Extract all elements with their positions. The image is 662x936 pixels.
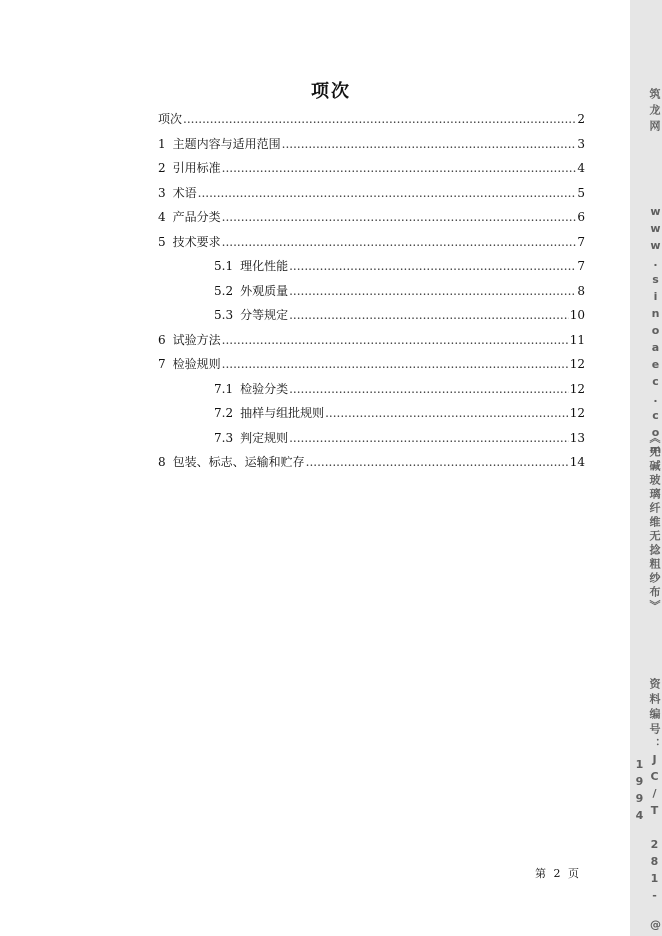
- toc-label: 试验方法: [172, 332, 221, 347]
- toc-page: 8: [577, 283, 585, 298]
- toc-row[interactable]: [158, 111, 585, 136]
- toc-leader: [306, 454, 569, 470]
- toc-leader: [198, 185, 577, 201]
- toc-row[interactable]: [158, 209, 585, 234]
- toc-label: 技术要求: [172, 234, 221, 249]
- toc-leader: [282, 136, 577, 152]
- toc-label: 术语: [172, 185, 197, 200]
- page-title: 项次: [311, 81, 351, 102]
- toc-leader: [289, 381, 569, 397]
- toc-label: 判定规则: [240, 430, 289, 445]
- toc-number: 6: [158, 332, 166, 347]
- toc-page: 6: [577, 210, 585, 224]
- toc-row[interactable]: [158, 234, 585, 259]
- watermark-sidebar: [630, 0, 662, 936]
- toc-number: 7: [158, 357, 166, 371]
- toc-leader: [289, 307, 569, 323]
- toc-row[interactable]: [158, 160, 585, 185]
- toc-leader: [222, 160, 577, 176]
- toc-row[interactable]: [158, 307, 585, 332]
- toc-label: 检验规则: [172, 357, 221, 371]
- toc-label: 引用标准: [172, 161, 221, 175]
- toc-page: 5: [577, 185, 585, 200]
- toc-row[interactable]: [158, 136, 585, 161]
- sidebar-doc-title: 《无碱玻璃纤维无捻粗纱布》: [648, 432, 661, 614]
- toc-page: 12: [569, 357, 585, 371]
- toc-row[interactable]: [158, 283, 585, 308]
- page-number-footer: 第 2 页: [535, 867, 579, 880]
- toc-number: 7.2: [214, 406, 234, 420]
- toc-page: 2: [577, 112, 585, 126]
- toc-label: 包装、标志、运输和贮存: [172, 455, 305, 469]
- toc-row[interactable]: [158, 185, 585, 210]
- toc-label: 检验分类: [240, 381, 289, 396]
- toc-leader: [289, 258, 576, 274]
- toc-label: 分等规定: [240, 308, 289, 322]
- toc-number: 8: [158, 455, 166, 469]
- toc-leader: [222, 356, 569, 372]
- toc-number: 1: [158, 136, 166, 151]
- toc-label: 抽样与组批规则: [240, 406, 325, 420]
- toc-page: 12: [569, 406, 585, 420]
- toc-leader: [222, 234, 577, 250]
- toc-row[interactable]: [158, 332, 585, 357]
- sidebar-url: www.sinoaec.com: [649, 205, 662, 460]
- toc-number: 5.3: [214, 308, 234, 322]
- toc-leader: [222, 209, 577, 225]
- toc-number: 4: [158, 210, 166, 224]
- toc-label: 项次: [158, 112, 183, 126]
- sidebar-site-name: 筑龙网: [648, 88, 661, 136]
- toc-row[interactable]: [158, 430, 585, 455]
- toc-label: 主题内容与适用范围: [172, 136, 281, 151]
- toc-row[interactable]: [158, 405, 585, 430]
- toc-leader: [222, 332, 569, 348]
- toc-leader: [325, 405, 569, 421]
- toc-row[interactable]: [158, 258, 585, 283]
- toc-row[interactable]: [158, 381, 585, 406]
- toc-page: 11: [569, 332, 585, 347]
- toc-leader: [183, 111, 576, 127]
- toc-number: 5.2: [214, 283, 234, 298]
- toc-row[interactable]: [158, 454, 585, 479]
- toc-page: 14: [569, 455, 585, 469]
- toc-page: 13: [569, 430, 585, 445]
- toc-leader: [289, 430, 569, 446]
- toc-page: 10: [569, 308, 585, 322]
- toc-label: 理化性能: [240, 259, 289, 273]
- toc-row[interactable]: [158, 356, 585, 381]
- toc-page: 4: [577, 161, 585, 175]
- toc-page: 7: [577, 234, 585, 249]
- toc-page: 3: [577, 136, 585, 151]
- toc-page: 7: [577, 259, 585, 273]
- toc-number: 5: [158, 234, 166, 249]
- sidebar-doc-code: 资料编号：JC/T 281-1994: [633, 678, 661, 906]
- toc-number: 7.1: [214, 381, 234, 396]
- toc-label: 产品分类: [172, 210, 221, 224]
- toc-leader: [289, 283, 576, 299]
- toc-label: 外观质量: [240, 283, 289, 298]
- toc-page: 12: [569, 381, 585, 396]
- table-of-contents: [158, 111, 585, 479]
- toc-number: 3: [158, 185, 166, 200]
- sidebar-mark: @: [649, 918, 662, 936]
- toc-number: 7.3: [214, 430, 234, 445]
- toc-number: 2: [158, 161, 166, 175]
- toc-number: 5.1: [214, 259, 234, 273]
